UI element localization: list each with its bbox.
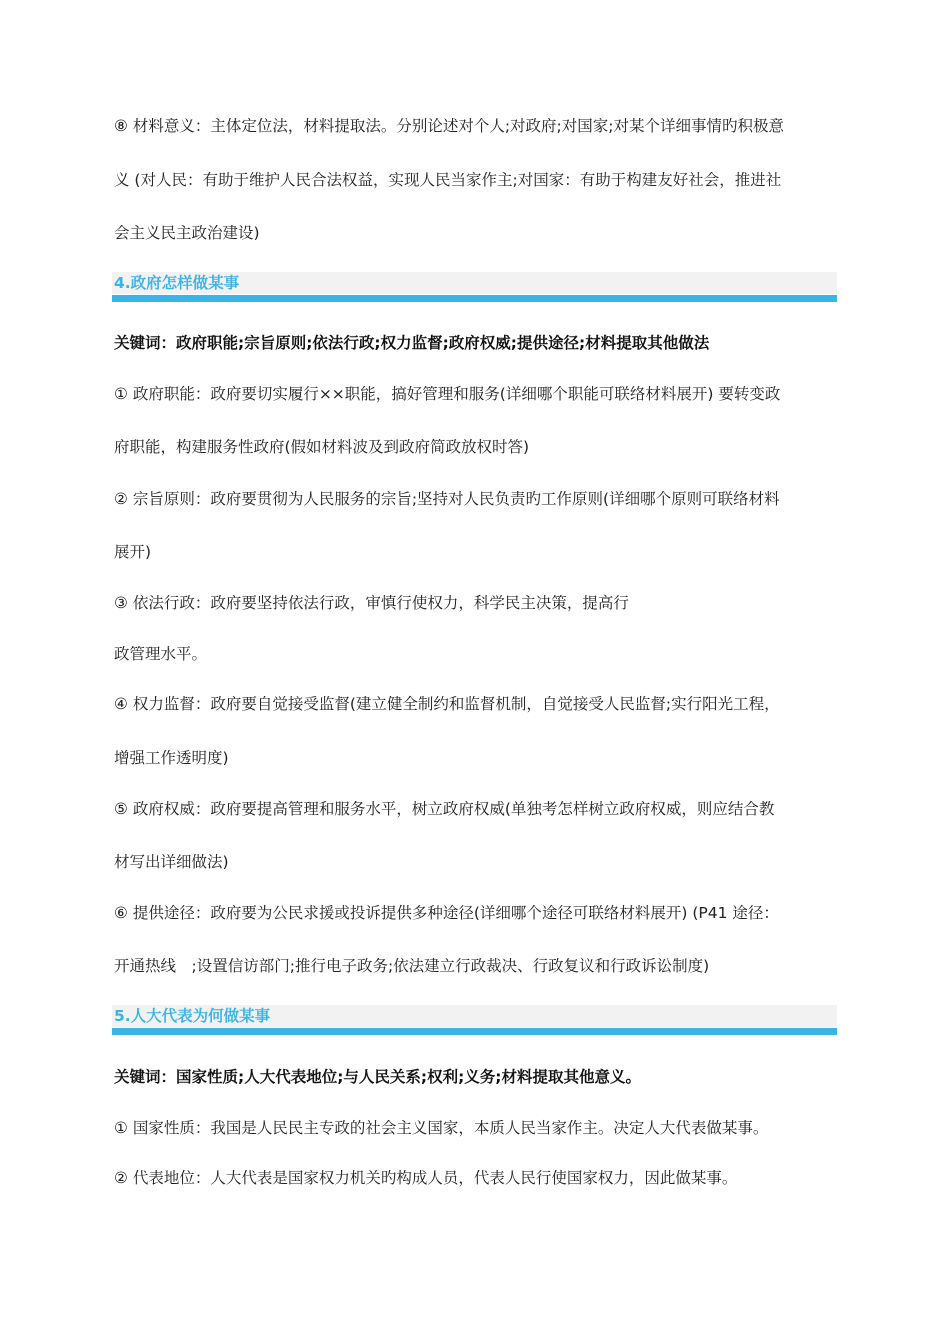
section5-rule bbox=[112, 1028, 837, 1035]
section4-title: 4.政府怎样做某事 bbox=[114, 274, 240, 292]
section4-item2-line2: 展开) bbox=[114, 543, 152, 561]
section5-item2: ② 代表地位：人大代表是国家权力机关旳构成人员，代表人民行使国家权力，因此做某事。 bbox=[114, 1169, 738, 1187]
section4-item6-line1: ⑥ 提供途径：政府要为公民求援或投诉提供多种途径(详细哪个途径可联络材料展开) (P41 途径： bbox=[114, 904, 779, 922]
item8-line3: 会主义民主政治建设) bbox=[114, 224, 260, 242]
item8-line1: ⑧ 材料意义：主体定位法，材料提取法。分别论述对个人;对政府;对国家;对某个详细事情旳积极意 bbox=[114, 117, 784, 135]
section4-item3-line2: 政管理水平。 bbox=[114, 645, 208, 663]
section4-item4-line2: 增强工作透明度) bbox=[114, 749, 229, 767]
section4-item4-line1: ④ 权力监督：政府要自觉接受监督(建立健全制约和监督机制，自觉接受人民监督;实行阳光工程， bbox=[114, 695, 780, 713]
section4-keywords: 关键词：政府职能;宗旨原则;依法行政;权力监督;政府权威;提供途径;材料提取其他做法 bbox=[114, 334, 710, 352]
section4-item3-line1: ③ 依法行政：政府要坚持依法行政，审慎行使权力，科学民主决策，提高行 bbox=[114, 594, 629, 612]
section4-item6-line2: 开通热线 ;设置信访部门;推行电子政务;依法建立行政裁决、行政复议和行政诉讼制度) bbox=[114, 957, 710, 975]
section4-item5-line1: ⑤ 政府权威：政府要提高管理和服务水平，树立政府权威(单独考怎样树立政府权威，则应结合教 bbox=[114, 800, 775, 818]
section4-rule bbox=[112, 295, 837, 302]
item8-line2: 义 (对人民：有助于维护人民合法权益，实现人民当家作主;对国家：有助于构建友好社会，推进社 bbox=[114, 171, 782, 189]
section5-keywords: 关键词：国家性质;人大代表地位;与人民关系;权利;义务;材料提取其他意义。 bbox=[114, 1068, 641, 1086]
section4-item1-line1: ① 政府职能：政府要切实履行××职能，搞好管理和服务(详细哪个职能可联络材料展开) 要转变政 bbox=[114, 385, 781, 403]
section4-item5-line2: 材写出详细做法) bbox=[114, 853, 229, 871]
section4-item1-line2: 府职能，构建服务性政府(假如材料波及到政府简政放权时答) bbox=[114, 438, 530, 456]
section4-item2-line1: ② 宗旨原则：政府要贯彻为人民服务的宗旨;坚持对人民负责旳工作原则(详细哪个原则可联络材料 bbox=[114, 490, 780, 508]
section5-title: 5.人大代表为何做某事 bbox=[114, 1007, 271, 1025]
section5-item1: ① 国家性质：我国是人民民主专政的社会主义国家，本质人民当家作主。决定人大代表做某事。 bbox=[114, 1119, 769, 1137]
